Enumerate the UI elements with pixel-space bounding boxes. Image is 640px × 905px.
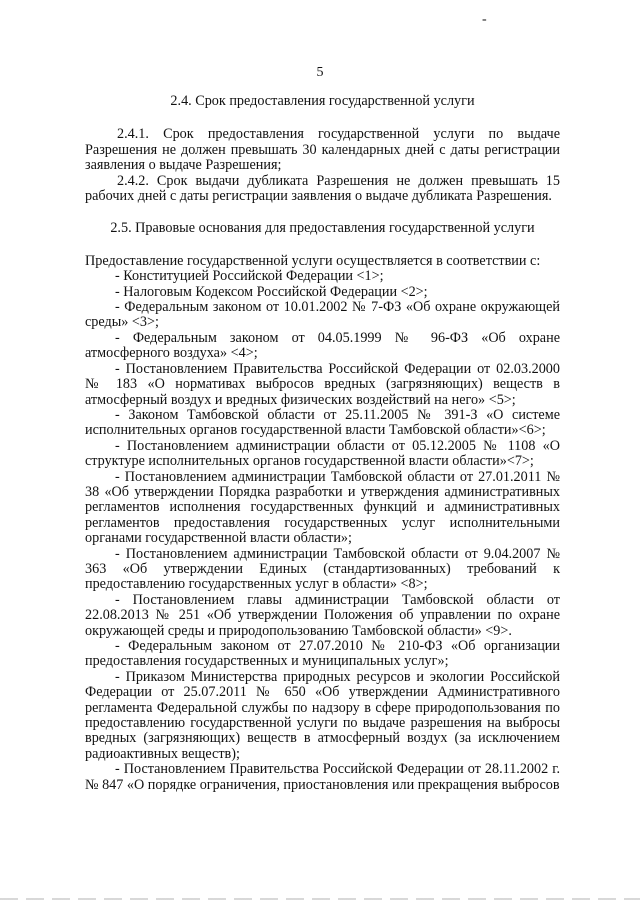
legal-basis-item: - Федеральным законом от 10.01.2002 № 7-ФЗ «Об охране окружающей среды» <3>; (85, 299, 560, 331)
paragraph-2-4-2: 2.4.2. Срок выдачи дубликата Разрешения не должен превышать 15 рабочих дней с даты регистрации заявления о выдаче дубликата Разрешения. (85, 172, 560, 205)
legal-basis-item: - Постановлением главы администрации Тамбовской области от 22.08.2013 № 251 «Об утверждении Положения об управлении по охране окружающей среды и природопользованию Тамбовской области» <9>. (85, 591, 560, 639)
legal-basis-item: - Постановлением Правительства Российской Федерации от 02.03.2000 № 183 «О нормативах выбросов вредных (загрязняющих) веществ в атмосферный воздух и вредных физических воздействий на него» <5>; (85, 360, 560, 408)
scan-edge-artifact (0, 898, 640, 900)
paragraph-2-4-1: 2.4.1. Срок предоставления государственной услуги по выдаче Разрешения не должен превышать 30 календарных дней с даты регистрации заявления о выдаче Разрешения; (85, 126, 560, 174)
section-2-4-heading: 2.4. Срок предоставления государственной услуги (170, 93, 475, 109)
section-2-5-heading: 2.5. Правовые основания для предоставления государственной услуги (110, 220, 535, 237)
legal-basis-item: - Приказом Министерства природных ресурсов и экологии Российской Федерации от 25.07.2011 № 650 «Об утверждении Административного регламента Федеральной службы по надзору в сфере природопользования по предоставлению государственной услуги по выдаче разрешения на выбросы вредных (загрязняющих) веществ в атмосферный воздух (за исключением радиоактивных веществ); (85, 668, 560, 762)
legal-basis-item: - Постановлением администрации Тамбовской области от 9.04.2007 № 363 «Об утверждении Единых (стандартизованных) требований к предоставлению государственных услуг в области» <8>; (85, 545, 560, 593)
legal-basis-item: - Конституцией Российской Федерации <1>; (115, 268, 384, 285)
page-number: 5 (316, 65, 324, 80)
corner-mark: - (482, 12, 487, 27)
legal-basis-item: - Федеральным законом от 04.05.1999 № 96-ФЗ «Об охране атмосферного воздуха» <4>; (85, 329, 560, 362)
legal-basis-item: - Постановлением Правительства Российской Федерации от 28.11.2002 г. № 847 «О порядке ограничения, приостановления или прекращения выбросов (85, 761, 560, 793)
legal-basis-item: - Постановлением администрации Тамбовской области от 27.01.2011 № 38 «Об утверждении Порядка разработки и утверждения административных регламентов исполнения государственных функций и административных регламентов предоставления государственных услуг исполнительными органами государственной власти области»; (85, 468, 560, 547)
legal-basis-item: - Федеральным законом от 27.07.2010 № 210-ФЗ «Об организации предоставления государственных и муниципальных услуг»; (85, 638, 560, 670)
document-body (85, 94, 560, 793)
legal-basis-item: - Налоговым Кодексом Российской Федерации <2>; (115, 283, 428, 300)
legal-basis-item: - Законом Тамбовской области от 25.11.2005 № 391-З «О системе исполнительных органов государственной власти Тамбовской области»<6>; (85, 406, 560, 439)
legal-basis-item: - Постановлением администрации области от 05.12.2005 № 1108 «О структуре исполнительных органов государственной власти области»<7>; (85, 437, 560, 470)
section-2-5-intro: Предоставление государственной услуги осуществляется в соответствии с: (85, 252, 541, 269)
